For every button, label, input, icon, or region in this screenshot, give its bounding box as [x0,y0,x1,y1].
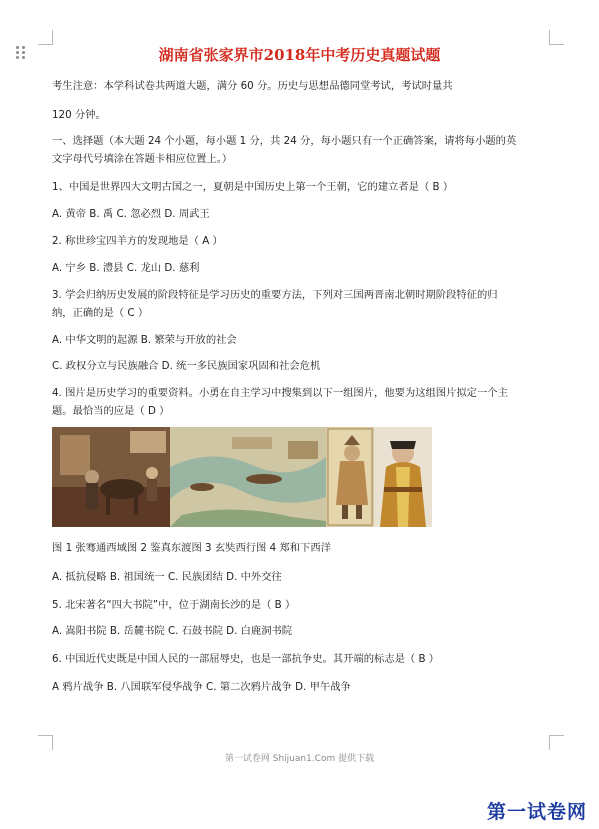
question-6-options: A 鸦片战争 B. 八国联军侵华战争 C. 第二次鸦片战争 D. 甲午战争 [52,681,351,693]
site-watermark: 第一试卷网 [486,801,587,823]
question-5-options: A. 嵩阳书院 B. 岳麓书院 C. 石鼓书院 D. 白鹿洞书院 [52,625,293,637]
question-5-stem: 5. 北宋著名“四大书院”中，位于湖南长沙的是（ B ） [52,599,296,611]
jianzhen-voyage-image [170,427,326,527]
question-1-options: A. 黄帝 B. 禹 C. 忽必烈 D. 周武王 [52,208,210,220]
notice-line-2: 120 分钟。 [52,109,106,121]
question-4-image-caption: 图 1 张骞通西域图 2 鉴真东渡图 3 玄奘西行图 4 郑和下西洋 [52,542,331,554]
xuanzang-journey-image [326,427,374,527]
question-1-stem: 1、中国是世界四大文明古国之一，夏朝是中国历史上第一个王朝，它的建立者是（ B ） [52,181,454,193]
document-title: 湖南省张家界市2018年中考历史真题试题 [158,46,441,64]
margin-corner-top-right [549,30,564,45]
notice-line-1: 考生注意：本学科试卷共两道大题，满分 60 分。历史与思想品德同堂考试，考试时量共 [52,80,453,92]
margin-corner-bottom-right [549,735,564,750]
question-2-stem: 2. 称世珍宝四羊方的发现地是（ A ） [52,235,223,247]
question-6-stem: 6. 中国近代史既是中国人民的一部屈辱史，也是一部抗争史。其开端的标志是（ B ） [52,653,440,665]
page-footer: 第一试卷网 Shijuan1.Com 提供下载 [224,754,375,764]
margin-corner-bottom-left [38,735,53,750]
question-4-options: A. 抵抗侵略 B. 祖国统一 C. 民族团结 D. 中外交往 [52,571,282,583]
question-2-options: A. 宁乡 B. 澧县 C. 龙山 D. 慈利 [52,262,200,274]
section1-heading-cont: 文字母代号填涂在答题卡相应位置上。） [52,153,233,165]
question-3-stem: 3. 学会归纳历史发展的阶段特征是学习历史的重要方法，下列对三国两晋南北朝时期阶段特征的归 [52,289,498,301]
history-image-strip [52,427,432,527]
question-3-options-2: C. 政权分立与民族融合 D. 统一多民族国家巩固和社会危机 [52,360,321,372]
zheng-he-portrait-image [374,427,432,527]
question-3-options-1: A. 中华文明的起源 B. 繁荣与开放的社会 [52,334,237,346]
zhang-qian-mural-image [52,427,170,527]
margin-corner-top-left [38,30,53,45]
question-4-stem-cont: 题。最恰当的应是（ D ） [52,405,170,417]
question-3-stem-cont: 纳，正确的是（ C ） [52,307,149,319]
question-4-stem: 4. 图片是历史学习的重要资料。小勇在自主学习中搜集到以下一组图片，他要为这组图片拟定一个主 [52,387,508,399]
section1-heading: 一、选择题（本大题 24 个小题，每小题 1 分，共 24 分，每小题只有一个正确答案，请将每小题的英 [52,135,517,147]
